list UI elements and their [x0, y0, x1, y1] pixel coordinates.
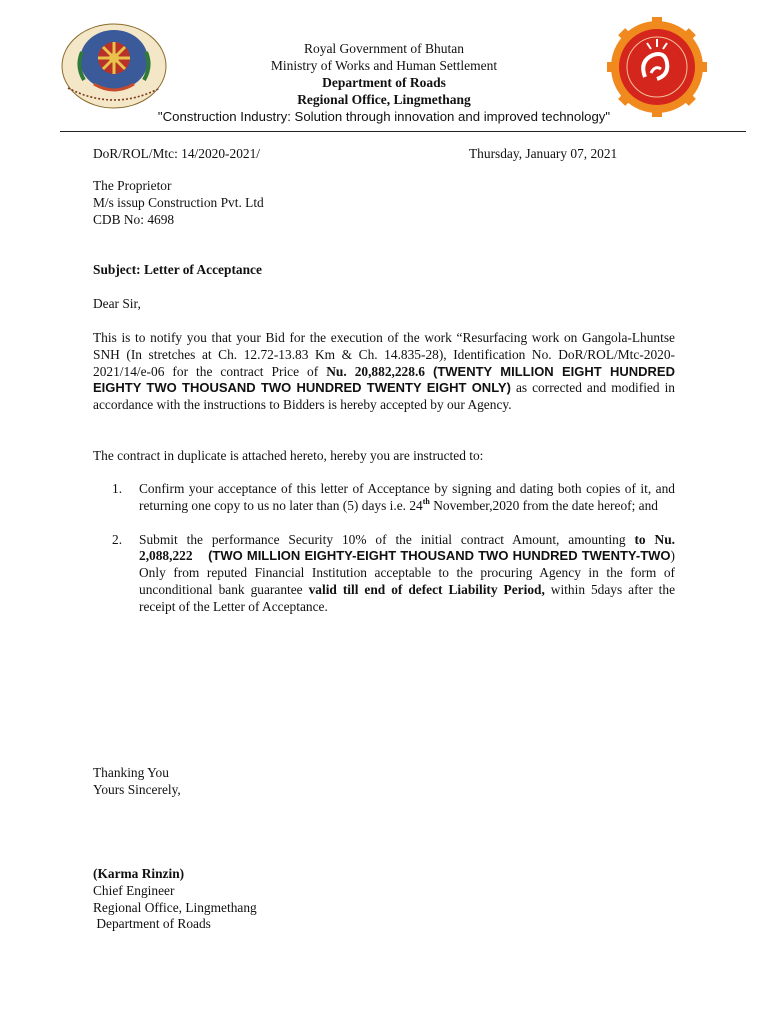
letterhead-ministry: Ministry of Works and Human Settlement [270, 58, 498, 73]
subject-line: Subject: Letter of Acceptance [93, 262, 262, 277]
signatory-title: Chief Engineer [93, 882, 175, 898]
recipient-line: CDB No: 4698 [93, 211, 175, 227]
closing-line: Thanking You [93, 765, 169, 780]
header-divider [60, 131, 746, 132]
paragraph-text: This is to notify you that your Bid for the execution of the work “Resurfacing work on Gangola-Lhuntse SNH (In stretches at Ch. 12.72-13.83 Km & Ch. 14.835-28), Identification No. DoR/ROL/Mtc-2020-2021/14/e-06 for the contract Price of [93, 330, 675, 379]
letterhead-department: Department of Roads [322, 75, 446, 90]
contract-price: Nu. 20,882,228.6 [326, 363, 425, 379]
letterhead-motto: "Construction Industry: Solution through innovation and improved technology" [157, 109, 611, 124]
letter-date: Thursday, January 07, 2021 [469, 146, 618, 161]
acceptance-paragraph [93, 330, 675, 414]
list-number: 2. [112, 531, 123, 547]
signature-block [93, 866, 675, 933]
letterhead-office: Regional Office, Lingmethang [297, 92, 471, 107]
list-text: Confirm your acceptance of this letter of Acceptance by signing and dating both copies of it, and returning one copy to us no later than (5) days i.e. 24 [139, 481, 675, 513]
security-amount: to Nu. 2,088,222 [139, 531, 675, 564]
list-text: Submit the performance Security 10% of the initial contract Amount, amounting [139, 531, 635, 547]
instruction-list [112, 481, 675, 616]
paragraph-text: as corrected and modified in accordance with the instructions to Bidders is hereby accepted by our Agency. [93, 380, 675, 413]
instruction-intro: The contract in duplicate is attached hereto, hereby you are instructed to: [93, 448, 484, 463]
recipient-line: M/s issup Construction Pvt. Ltd [93, 194, 264, 210]
superscript: th [422, 496, 430, 506]
list-text: November,2020 from the date hereof; and [429, 497, 658, 513]
security-amount-words: (TWO MILLION EIGHTY-EIGHT THOUSAND TWO HUNDRED TWENTY-TWO [208, 548, 671, 564]
signatory-office: Regional Office, Lingmethang [93, 899, 257, 915]
list-text: ) Only from reputed Financial Institution acceptable to the procuring Agency in the form of unconditional bank guarantee [139, 548, 676, 597]
closing [93, 765, 675, 799]
validity-clause: valid till end of defect Liability Period, [308, 581, 545, 597]
list-number: 1. [112, 481, 123, 496]
reference-line [93, 146, 675, 163]
letterhead [0, 40, 768, 125]
signatory-department: Department of Roads [93, 916, 211, 932]
recipient-address [93, 178, 675, 228]
list-text: within 5days after the receipt of the Letter of Acceptance. [139, 581, 676, 614]
recipient-line: The Proprietor [93, 178, 172, 193]
contract-price-words: (TWENTY MILLION EIGHT HUNDRED EIGHTY TWO THOUSAND TWO HUNDRED TWENTY EIGHT ONLY) [93, 363, 675, 396]
closing-line: Yours Sincerely, [93, 781, 181, 797]
reference-number: DoR/ROL/Mtc: 14/2020-2021/ [93, 146, 261, 161]
list-item [112, 481, 675, 515]
letterhead-government: Royal Government of Bhutan [303, 41, 465, 56]
signatory-name: (Karma Rinzin) [93, 866, 185, 881]
salutation: Dear Sir, [93, 296, 141, 311]
list-item [112, 532, 675, 616]
